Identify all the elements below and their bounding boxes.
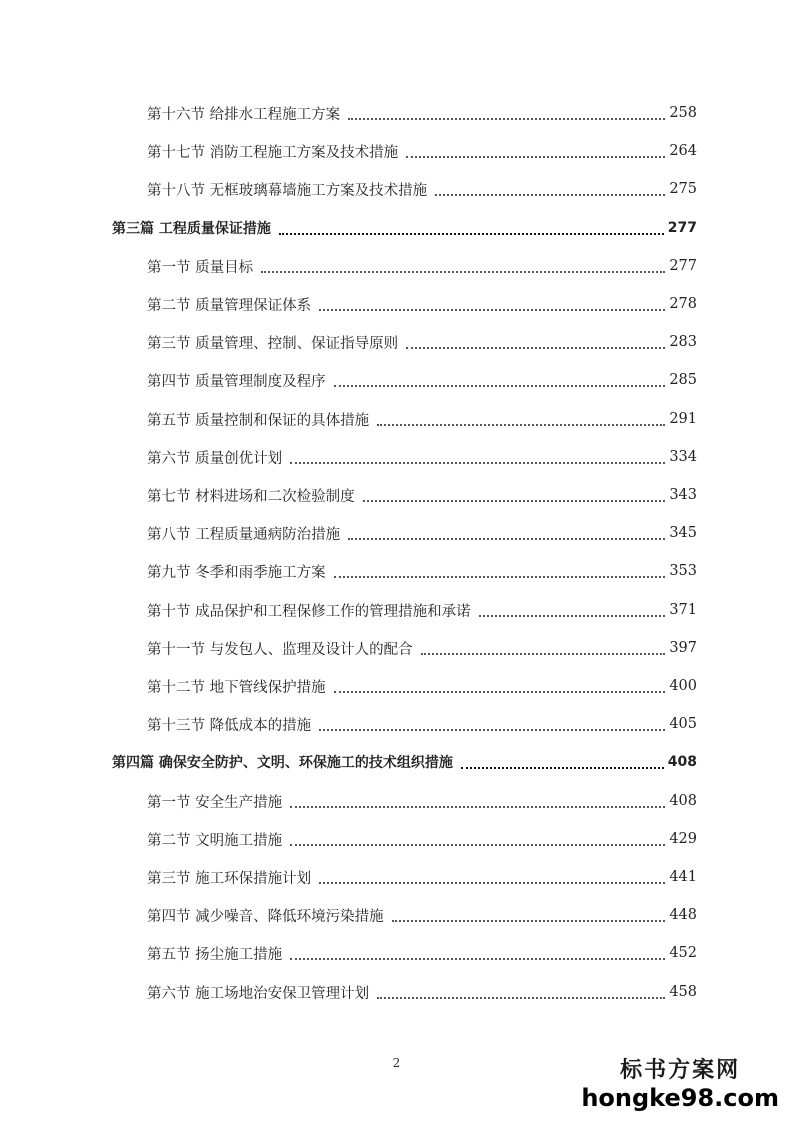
toc-section-entry[interactable] [0, 865, 793, 889]
toc-entry-title: 第四节 减少噪音、降低环境污染措施 [147, 908, 384, 925]
toc-entry-page: 285 [669, 372, 697, 388]
toc-entry-page: 275 [669, 181, 697, 197]
toc-entry-page: 264 [669, 143, 697, 159]
toc-section-entry[interactable] [0, 827, 793, 851]
toc-entry-page: 458 [669, 984, 697, 1000]
toc-entry-title: 第四节 质量管理制度及程序 [147, 373, 326, 390]
toc-entry-page: 277 [669, 258, 697, 274]
toc-entry-title: 第十六节 给排水工程施工方案 [147, 106, 341, 123]
toc-entry-title: 第十八节 无框玻璃幕墙施工方案及技术措施 [147, 182, 428, 199]
toc-entry-title: 第十七节 消防工程施工方案及技术措施 [147, 144, 399, 161]
toc-entry-title: 第十三节 降低成本的措施 [147, 717, 312, 734]
toc-entry-page: 397 [669, 640, 697, 656]
toc-section-entry[interactable] [0, 521, 793, 545]
toc-entry-page: 258 [669, 105, 697, 121]
toc-entry-title: 第十二节 地下管线保护措施 [147, 679, 326, 696]
toc-section-entry[interactable] [0, 903, 793, 927]
dot-leader [461, 753, 664, 769]
toc-entry-title: 第十一节 与发包人、监理及设计人的配合 [147, 641, 413, 658]
page-number: 2 [392, 1056, 401, 1070]
toc-entry-page: 452 [669, 945, 697, 961]
toc-section-entry[interactable] [0, 254, 793, 278]
dot-leader [319, 868, 665, 884]
dot-leader [406, 333, 665, 349]
toc-entry-title: 第五节 质量控制和保证的具体措施 [147, 412, 370, 429]
dot-leader [348, 104, 665, 120]
dot-leader [290, 830, 665, 846]
dot-leader [363, 486, 666, 502]
toc-section-entry[interactable] [0, 674, 793, 698]
toc-entry-title: 第三篇 工程质量保证措施 [112, 221, 271, 237]
watermark-cn: 标书方案网 [620, 1058, 741, 1083]
toc-entry-title: 第九节 冬季和雨季施工方案 [147, 564, 326, 581]
toc-entry-page: 343 [669, 487, 697, 503]
dot-leader [334, 677, 666, 693]
dot-leader [290, 792, 665, 808]
toc-entry-page: 291 [669, 411, 697, 427]
watermark-logo [581, 1053, 779, 1112]
toc-entry-title: 第四篇 确保安全防护、文明、环保施工的技术组织措施 [112, 755, 453, 771]
toc-entry-title: 第六节 质量创优计划 [147, 450, 283, 467]
dot-leader [290, 944, 665, 960]
toc-entry-title: 第十节 成品保护和工程保修工作的管理措施和承诺 [147, 603, 471, 620]
watermark-url: hongke98.com [581, 1084, 779, 1112]
toc-entry-page: 278 [669, 296, 697, 312]
toc-entry-title: 第八节 工程质量通病防治措施 [147, 526, 341, 543]
toc-section-entry[interactable] [0, 177, 793, 201]
dot-leader [279, 219, 664, 235]
dot-leader [479, 601, 666, 617]
toc-entry-title: 第六节 施工场地治安保卫管理计划 [147, 985, 370, 1002]
dot-leader [377, 983, 665, 999]
dot-leader [261, 257, 665, 273]
toc-entry-title: 第二节 质量管理保证体系 [147, 297, 312, 314]
dot-leader [377, 410, 665, 426]
toc-entry-title: 第三节 质量管理、控制、保证指导原则 [147, 335, 399, 352]
toc-entry-title: 第五节 扬尘施工措施 [147, 946, 283, 963]
toc-entry-title: 第七节 材料进场和二次检验制度 [147, 488, 355, 505]
toc-section-entry[interactable] [0, 559, 793, 583]
dot-leader [348, 524, 665, 540]
toc-entry-page: 408 [669, 793, 697, 809]
toc-entry-page: 277 [667, 220, 697, 236]
toc-entry-page: 405 [669, 716, 697, 732]
toc-section-entry[interactable] [0, 445, 793, 469]
toc-section-entry[interactable] [0, 789, 793, 813]
dot-leader [319, 295, 665, 311]
dot-leader [319, 715, 665, 731]
toc-entry-page: 441 [669, 869, 697, 885]
toc-part-entry[interactable] [0, 750, 793, 774]
toc-entry-page: 429 [669, 831, 697, 847]
dot-leader [406, 142, 665, 158]
dot-leader [392, 906, 666, 922]
toc-section-entry[interactable] [0, 980, 793, 1004]
toc-entry-page: 408 [667, 754, 697, 770]
toc-entry-title: 第三节 施工环保措施计划 [147, 870, 312, 887]
toc-entry-title: 第一节 质量目标 [147, 259, 254, 276]
toc-section-entry[interactable] [0, 712, 793, 736]
toc-entry-page: 353 [669, 563, 697, 579]
toc-entry-page: 371 [669, 602, 697, 618]
dot-leader [334, 371, 666, 387]
toc-section-entry[interactable] [0, 101, 793, 125]
toc-entry-title: 第一节 安全生产措施 [147, 794, 283, 811]
dot-leader [290, 448, 665, 464]
toc-entry-title: 第二节 文明施工措施 [147, 832, 283, 849]
toc-section-entry[interactable] [0, 636, 793, 660]
toc-section-entry[interactable] [0, 330, 793, 354]
toc-section-entry[interactable] [0, 598, 793, 622]
toc-entry-page: 345 [669, 525, 697, 541]
toc-section-entry[interactable] [0, 368, 793, 392]
dot-leader [421, 639, 666, 655]
toc-section-entry[interactable] [0, 941, 793, 965]
toc-section-entry[interactable] [0, 407, 793, 431]
dot-leader [435, 180, 665, 196]
toc-section-entry[interactable] [0, 483, 793, 507]
toc-part-entry[interactable] [0, 216, 793, 240]
toc-section-entry[interactable] [0, 292, 793, 316]
toc-entry-page: 448 [669, 907, 697, 923]
toc-section-entry[interactable] [0, 139, 793, 163]
toc-entry-page: 334 [669, 449, 697, 465]
toc-entry-page: 283 [669, 334, 697, 350]
toc-entry-page: 400 [669, 678, 697, 694]
dot-leader [334, 562, 666, 578]
